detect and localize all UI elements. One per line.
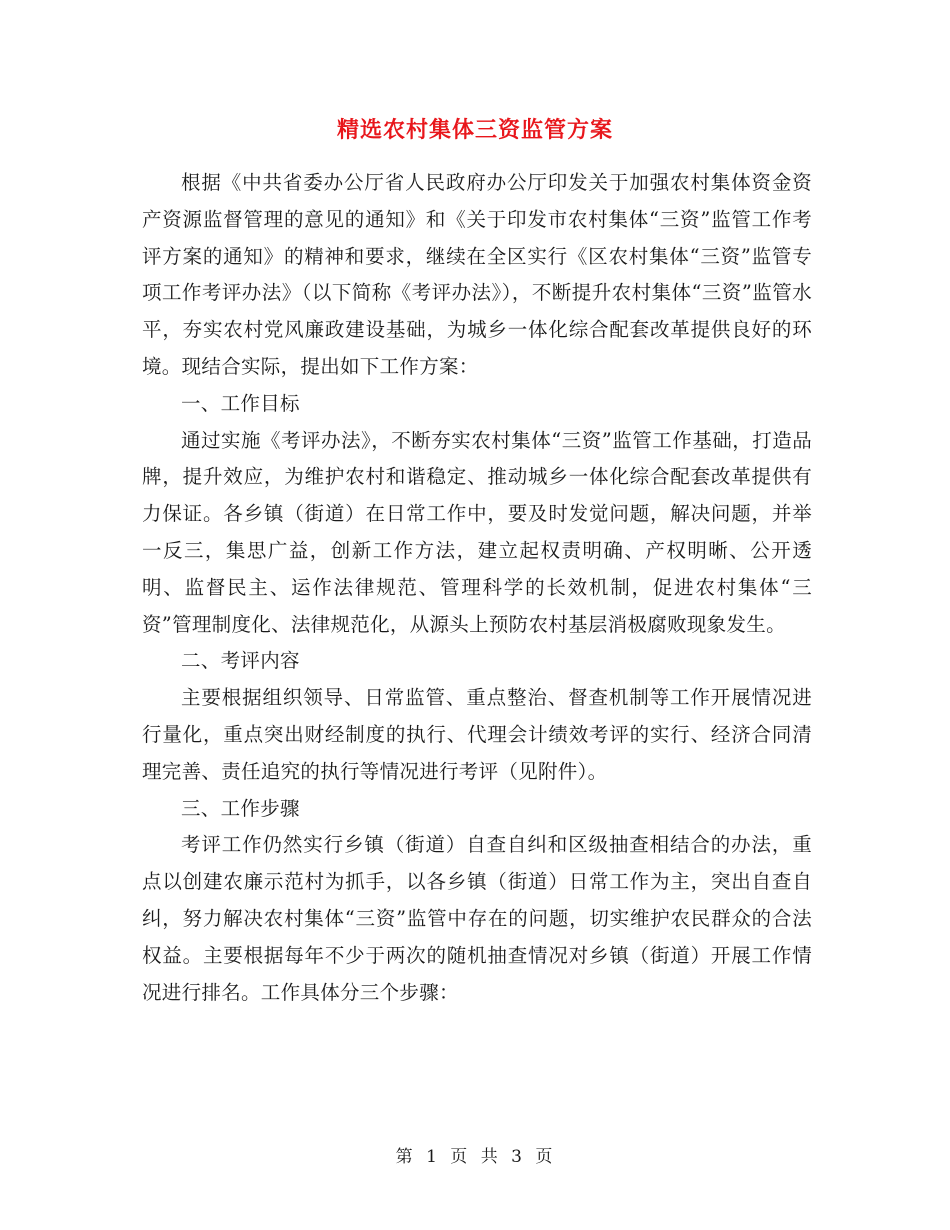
section-heading-content: 二、考评内容 xyxy=(181,649,300,673)
page-number-footer: 第 1 页 共 3 页 xyxy=(395,1147,555,1167)
section-heading-goals: 一、工作目标 xyxy=(181,391,300,415)
document-title: 精选农村集体三资监管方案 xyxy=(336,117,613,143)
document-body xyxy=(142,165,812,1011)
intro-paragraph: 根据《中共省委办公厅省人民政府办公厅印发关于加强农村集体资金资产资源监督管理的意见的通知》和《关于印发市农村集体“三资”监管工作考评方案的通知》的精神和要求，继续在全区实行《区农村集体“三资”监管专项工作考评办法》（以下简称《考评办法》），不断提升农村集体“三资”监管水平，夯实农村党风廉政建设基础，为城乡一体化综合配套改革提供良好的环境。现结合实际，提出如下工作方案： xyxy=(142,171,812,378)
goals-paragraph: 通过实施《考评办法》，不断夯实农村集体“三资”监管工作基础，打造品牌，提升效应，为维护农村和谐稳定、推动城乡一体化综合配套改革提供有力保证。各乡镇（街道）在日常工作中，要及时发觉问题，解决问题，并举一反三，集思广益，创新工作方法，建立起权责明确、产权明晰、公开透明、监督民主、运作法律规范、管理科学的长效机制，促进农村集体“三资”管理制度化、法律规范化，从源头上预防农村基层消极腐败现象发生。 xyxy=(142,428,812,636)
content-paragraph: 主要根据组织领导、日常监管、重点整治、督查机制等工作开展情况进行量化，重点突出财经制度的执行、代理会计绩效考评的实行、经济合同清理完善、责任追究的执行等情况进行考评（见附件）。 xyxy=(142,686,812,783)
steps-paragraph: 考评工作仍然实行乡镇（街道）自查自纠和区级抽查相结合的办法，重点以创建农廉示范村为抓手，以各乡镇（街道）日常工作为主，突出自查自纠，努力解决农村集体“三资”监管中存在的问题，切实维护农民群众的合法权益。主要根据每年不少于两次的随机抽查情况对乡镇（街道）开展工作情况进行排名。工作具体分三个步骤： xyxy=(142,833,812,1004)
section-heading-steps: 三、工作步骤 xyxy=(181,796,300,820)
